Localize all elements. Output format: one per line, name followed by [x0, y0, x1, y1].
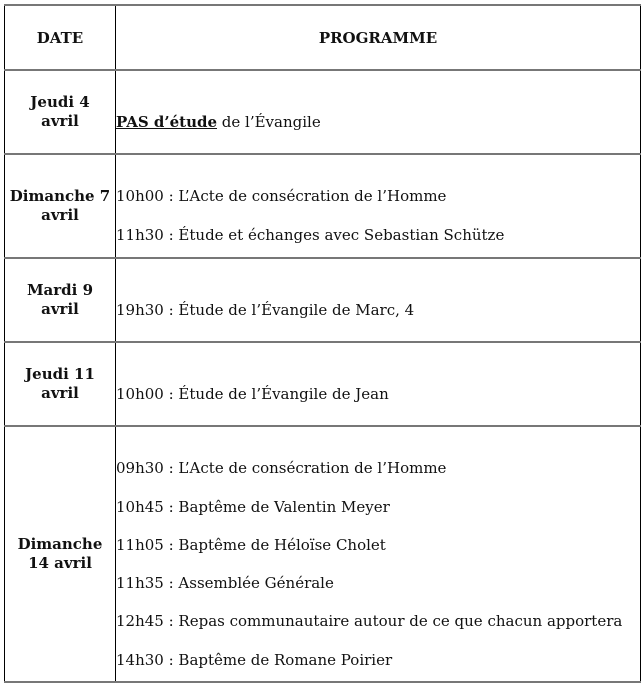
header-row — [5, 5, 641, 70]
date-cell — [5, 342, 116, 426]
entry-text: de l’Évangile — [217, 112, 321, 131]
table-row — [5, 154, 641, 258]
programme-entry: 10h00 : Étude de l’Évangile de Jean — [116, 384, 389, 403]
header-programme: PROGRAMME — [116, 5, 641, 70]
programme-entry: 09h30 : L’Acte de consécration de l’Homme — [116, 459, 447, 478]
date-day: Jeudi 4 — [30, 93, 90, 111]
programme-cell — [116, 426, 641, 682]
programme-entry: 10h00 : L’Acte de consécration de l’Homme — [116, 187, 447, 205]
date-day: Dimanche — [17, 535, 103, 553]
programme-cell — [116, 154, 641, 258]
table-row — [5, 70, 641, 154]
date-cell — [5, 426, 116, 682]
date-cell — [5, 258, 116, 342]
header-date: DATE — [5, 5, 116, 70]
table-row — [5, 258, 641, 342]
date-day: Mardi 9 — [26, 281, 94, 299]
date-cell — [5, 70, 116, 154]
date-cell — [5, 154, 116, 258]
table-row — [5, 342, 641, 426]
programme-entry: 11h35 : Assemblée Générale — [116, 574, 334, 593]
date-month: avril — [41, 300, 79, 318]
programme-table — [4, 4, 641, 683]
programme-entry: 11h05 : Baptême de Héloïse Cholet — [116, 535, 386, 554]
programme-entry — [116, 113, 640, 132]
emphasis-text: PAS d’étude — [116, 112, 218, 131]
programme-cell — [116, 258, 641, 342]
programme-cell — [116, 70, 641, 154]
programme-entry: 14h30 : Baptême de Romane Poirier — [116, 650, 393, 669]
programme-entry: 10h45 : Baptême de Valentin Meyer — [116, 497, 390, 516]
date-day: Jeudi 11 — [25, 365, 95, 383]
date-month: avril — [41, 112, 79, 130]
programme-entry: 19h30 : Étude de l’Évangile de Marc, 4 — [116, 300, 415, 319]
programme-entry: 12h45 : Repas communautaire autour de ce que chacun apportera — [116, 612, 623, 631]
programme-entry: 11h30 : Étude et échanges avec Sebastian Schütze — [116, 226, 505, 244]
table-row — [5, 426, 641, 682]
date-month: avril — [41, 206, 79, 224]
programme-cell — [116, 342, 641, 426]
date-month: avril — [41, 384, 79, 402]
date-day: Dimanche 7 — [9, 187, 111, 205]
date-month: 14 avril — [28, 554, 92, 572]
